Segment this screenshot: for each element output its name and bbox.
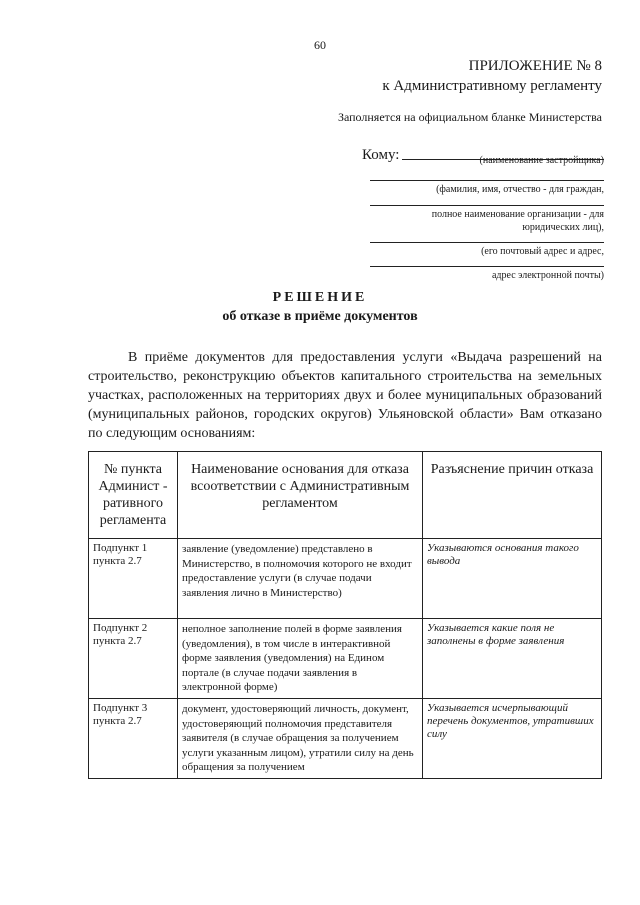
cell-point: Подпункт 2 пункта 2.7 xyxy=(89,619,178,699)
cell-point: Подпункт 1 пункта 2.7 xyxy=(89,539,178,619)
cell-reason: неполное заполнение полей в форме заявления (уведомления), в том числе в интерактивной форме заявления (уведомления) на Едином портале (в случае подачи заявления в электронной форме) xyxy=(178,619,423,699)
addressee-line xyxy=(370,205,604,206)
cell-explanation: Указывается какие поля не заполнены в форме заявления xyxy=(423,619,602,699)
header-reason: Наименование основания для отказа всоответствии с Административным регламентом xyxy=(178,452,423,539)
addressee-note: (наименование застройщика) xyxy=(479,155,604,166)
addressee-note: (фамилия, имя, отчество - для граждан, xyxy=(436,184,604,195)
page-number: 60 xyxy=(314,38,326,52)
addressee-note: (его почтовый адрес и адрес, xyxy=(481,246,604,257)
cell-explanation: Указываются основания такого вывода xyxy=(423,539,602,619)
table-row xyxy=(89,539,602,619)
table-header-row xyxy=(89,452,602,539)
cell-reason: документ, удостоверяющий личность, документ, удостоверяющий полномочия представителя заявителя (в случае обращения за получением услуги указанным лицом), утратили силу на день обращения за получением xyxy=(178,699,423,779)
refusal-table xyxy=(88,451,602,779)
addressee-label: Кому: xyxy=(362,147,400,163)
appendix-header xyxy=(382,56,602,96)
table-row xyxy=(89,619,602,699)
table-row xyxy=(89,699,602,779)
document-subtitle: об отказе в приёме документов xyxy=(222,309,418,324)
addressee-note: полное наименование организации - для xyxy=(431,209,604,220)
addressee-line xyxy=(370,180,604,181)
document-title: РЕШЕНИЕ xyxy=(272,290,368,305)
cell-reason: заявление (уведомление) представлено в Министерство, в полномочия которого не входит предоставление услуги (в случае подачи заявления лично в Министерство) xyxy=(178,539,423,619)
header-explanation: Разъяснение причин отказа xyxy=(423,452,602,539)
addressee-line xyxy=(370,266,604,267)
fill-note: Заполняется на официальном бланке Министерства xyxy=(337,110,602,124)
cell-explanation: Указывается исчерпывающий перечень документов, утративших силу xyxy=(423,699,602,779)
addressee-note: адрес электронной почты) xyxy=(491,270,604,281)
intro-paragraph xyxy=(88,348,602,443)
cell-point: Подпункт 3 пункта 2.7 xyxy=(89,699,178,779)
header-point: № пункта Админист - ративного регламента xyxy=(89,452,178,539)
addressee-line xyxy=(370,242,604,243)
appendix-subtitle: к Административному регламенту xyxy=(382,78,602,94)
intro-text: В приёме документов для предоставления услуги «Выдача разрешений на строительство, реконструкцию объектов капитального строительства на земельных участках, расположенных на территориях двух и более муниципальных образований (муниципальных районов, городских округов) Ульяновской области» Вам отказано по следующим основаниям: xyxy=(88,350,602,441)
addressee-note: юридических лиц), xyxy=(522,222,604,233)
appendix-title: ПРИЛОЖЕНИЕ № 8 xyxy=(468,58,602,74)
